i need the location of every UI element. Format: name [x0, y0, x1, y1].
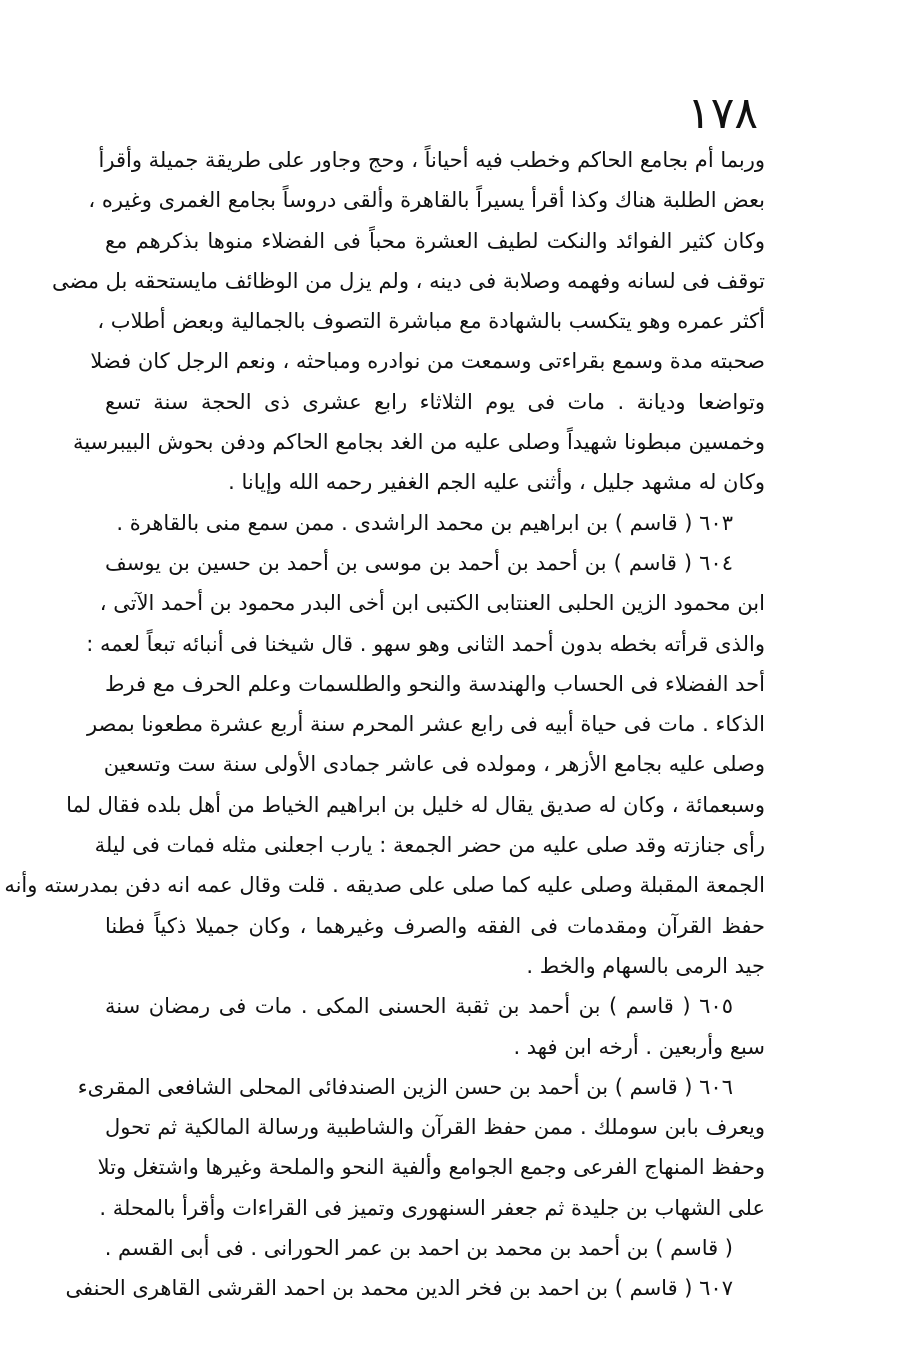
text-line: حفظ القرآن ومقدمات فى الفقه والصرف وغيرهما ، وكان جميلا ذكياً فطنا	[105, 913, 765, 938]
text-line: الذكاء . مات فى حياة أبيه فى رابع عشر المحرم سنة أربع عشرة مطعونا بمصر	[86, 712, 765, 737]
text-line: ٦٠٦ ( قاسم ) بن أحمد بن حسن الزين الصندفائى المحلى الشافعى المقرىء	[77, 1074, 733, 1099]
text-line: صحبته مدة وسمع بقراءتى وسمعت من نوادره ومباحثه ، ونعم الرجل كان فضلا	[90, 349, 765, 374]
body-text	[4, 140, 765, 1309]
text-line: ٦٠٤ ( قاسم ) بن أحمد بن أحمد بن موسى بن أحمد بن حسين بن يوسف	[105, 550, 733, 575]
text-line: ( قاسم ) بن أحمد بن محمد بن احمد بن عمر الحورانى . فى أبى القسم .	[104, 1236, 733, 1261]
text-line: وكان له مشهد جليل ، وأثنى عليه الجم الغفير رحمه الله وإيانا .	[228, 470, 765, 495]
text-line: أحد الفضلاء فى الحساب والهندسة والنحو والطلسمات وعلم الحرف مع فرط	[105, 671, 765, 696]
text-line: ٦٠٥ ( قاسم ) بن أحمد بن ثقبة الحسنى المكى . مات فى رمضان سنة	[105, 994, 733, 1019]
text-line: والذى قرأته بخطه بدون أحمد الثانى وهو سهو . قال شيخنا فى أنبائه تبعاً لعمه :	[86, 631, 765, 656]
text-line: ٦٠٧ ( قاسم ) بن احمد بن فخر الدين محمد بن احمد القرشى القاهرى الحنفى	[65, 1276, 733, 1301]
text-line: وكان كثير الفوائد والنكت لطيف العشرة محباً فى الفضلاء منوها بذكرهم مع	[105, 228, 765, 253]
text-line: على الشهاب بن جليدة ثم جعفر السنهورى وتميز فى القراءات وأقرأ بالمحلة .	[99, 1195, 765, 1220]
text-line: أكثر عمره وهو يتكسب بالشهادة مع مباشرة التصوف بالجمالية وبعض أطلاب ،	[97, 309, 765, 334]
text-line: وحفظ المنهاج الفرعى وجمع الجوامع وألفية النحو والملحة وغيرها واشتغل وتلا	[97, 1155, 765, 1180]
text-line: وتواضعا وديانة . مات فى يوم الثلاثاء رابع عشرى ذى الحجة سنة تسع	[105, 389, 765, 414]
text-line: رأى جنازته وقد صلى عليه من حضر الجمعة : يارب اجعلنى مثله فمات فى ليلة	[94, 833, 765, 858]
text-line: وسبعمائة ، وكان له صديق يقال له خليل بن ابراهيم الخياط من أهل بلده فقال لما	[66, 792, 765, 817]
text-line: وصلى عليه بجامع الأزهر ، ومولده فى عاشر جمادى الأولى سنة ست وتسعين	[103, 752, 765, 777]
text-line: ابن محمود الزين الحلبى العنتابى الكتبى ابن أخى البدر محمود بن أحمد الآتى ،	[99, 591, 765, 616]
text-line: سبع وأربعين . أرخه ابن فهد .	[513, 1034, 765, 1059]
text-line: توقف فى لسانه وفهمه وصلابة فى دينه ، ولم يزل من الوظائف مايستحقه بل مضى	[51, 268, 765, 293]
page-number: ١٧٨	[687, 88, 758, 139]
text-line: بعض الطلبة هناك وكذا أقرأ يسيراً بالقاهرة وألقى دروساً بجامع الغمرى وغيره ،	[88, 188, 765, 213]
text-line: وربما أم بجامع الحاكم وخطب فيه أحياناً ، وحج وجاور على طريقة جميلة وأقرأ	[98, 148, 765, 172]
text-line: ٦٠٣ ( قاسم ) بن ابراهيم بن محمد الراشدى . ممن سمع منى بالقاهرة .	[116, 510, 733, 535]
text-line: ويعرف بابن سوملك . ممن حفظ القرآن والشاطبية ورسالة المالكية ثم تحول	[105, 1115, 765, 1140]
text-line: الجمعة المقبلة وصلى عليه كما صلى على صديقه . قلت وقال عمه انه دفن بمدرسته وأنه	[4, 873, 765, 898]
text-line: وخمسين مبطونا شهيداً وصلى عليه من الغد بجامع الحاكم ودفن بحوش البيبرسية	[72, 430, 765, 455]
text-line: جيد الرمى بالسهام والخط .	[526, 953, 765, 978]
